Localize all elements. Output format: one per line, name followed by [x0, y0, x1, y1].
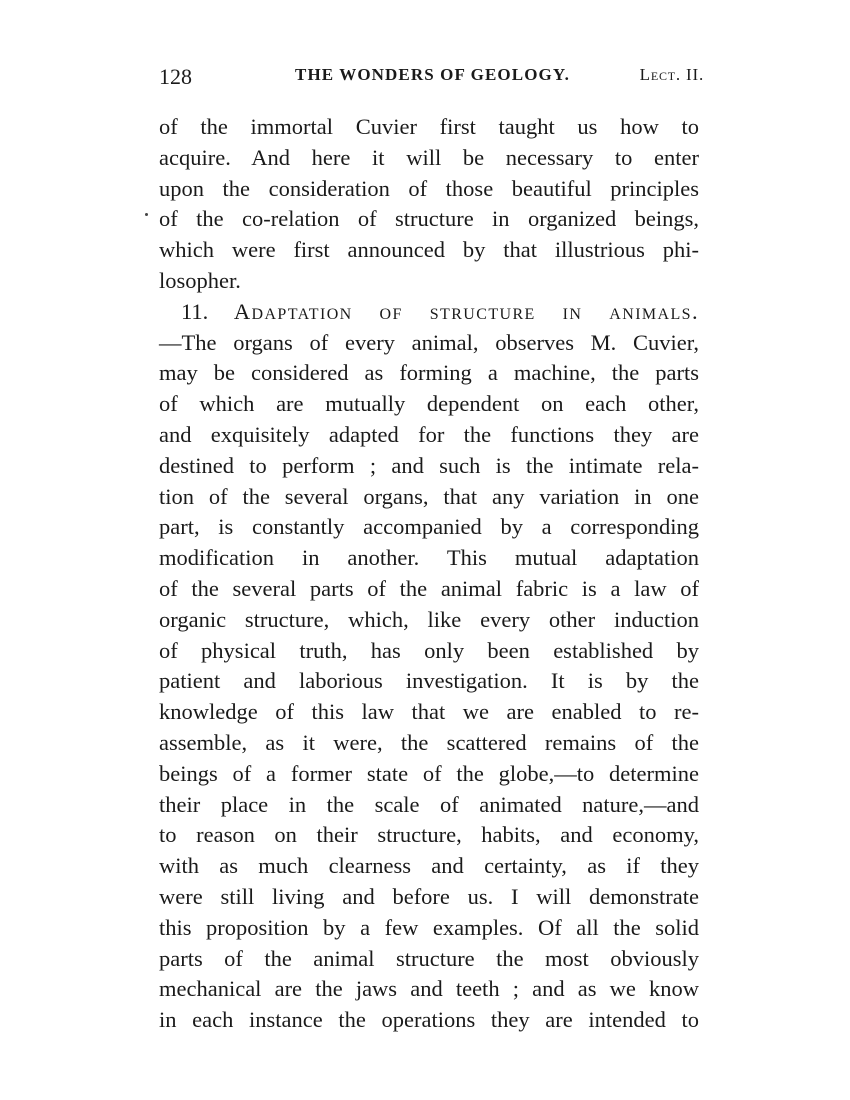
section-number: 11.	[181, 298, 209, 324]
text-line: beings of a former state of the globe,—to determine	[159, 760, 699, 786]
text-line: of the co-relation of structure in organized beings,	[159, 206, 699, 232]
text-line: losopher.	[159, 267, 241, 293]
section-heading-line	[159, 297, 699, 328]
text-line: their place in the scale of animated nature,—and	[159, 791, 699, 817]
text-line: to reason on their structure, habits, and economy,	[159, 822, 699, 848]
text-line: tion of the several organs, that any variation in one	[159, 483, 699, 509]
text-line: this proposition by a few examples. Of all the solid	[159, 914, 699, 940]
text-line: parts of the animal structure the most obviously	[159, 945, 699, 971]
text-line: —The organs of every animal, observes M. Cuvier,	[159, 329, 699, 355]
text-line: patient and laborious investigation. It is by the	[159, 668, 699, 694]
body-text	[159, 112, 699, 1036]
text-line: mechanical are the jaws and teeth ; and as we know	[159, 976, 699, 1002]
running-title: THE WONDERS OF GEOLOGY.	[295, 65, 571, 84]
text-line: upon the consideration of those beautiful principles	[159, 175, 699, 201]
text-line: may be considered as forming a machine, the parts	[159, 360, 699, 386]
running-header	[159, 64, 704, 94]
text-line: part, is constantly accompanied by a corresponding	[159, 514, 699, 540]
text-line: with as much clearness and certainty, as if they	[159, 853, 699, 879]
text-line: knowledge of this law that we are enabled to re-	[159, 699, 699, 725]
text-line: which were first announced by that illustrious phi-	[159, 237, 699, 263]
print-speck	[145, 213, 148, 216]
text-line: acquire. And here it will be necessary to enter	[159, 144, 699, 170]
text-line: of the several parts of the animal fabric is a law of	[159, 575, 699, 601]
text-line: modification in another. This mutual adaptation	[159, 545, 699, 571]
text-line: in each instance the operations they are intended to	[159, 1007, 699, 1033]
text-line: of the immortal Cuvier first taught us how to	[159, 114, 699, 139]
text-line: of physical truth, has only been established by	[159, 637, 699, 663]
text-line: and exquisitely adapted for the functions they are	[159, 421, 699, 447]
section-heading: Adaptation of structure in animals.	[233, 298, 700, 324]
text-line: organic structure, which, like every other induction	[159, 606, 699, 632]
text-line: of which are mutually dependent on each other,	[159, 391, 699, 417]
lecture-reference: Lect. II.	[639, 65, 704, 84]
text-line: destined to perform ; and such is the intimate rela-	[159, 452, 699, 478]
text-line: were still living and before us. I will demonstrate	[159, 883, 699, 909]
page-number: 128	[159, 64, 192, 89]
text-line: assemble, as it were, the scattered remains of the	[159, 729, 699, 755]
